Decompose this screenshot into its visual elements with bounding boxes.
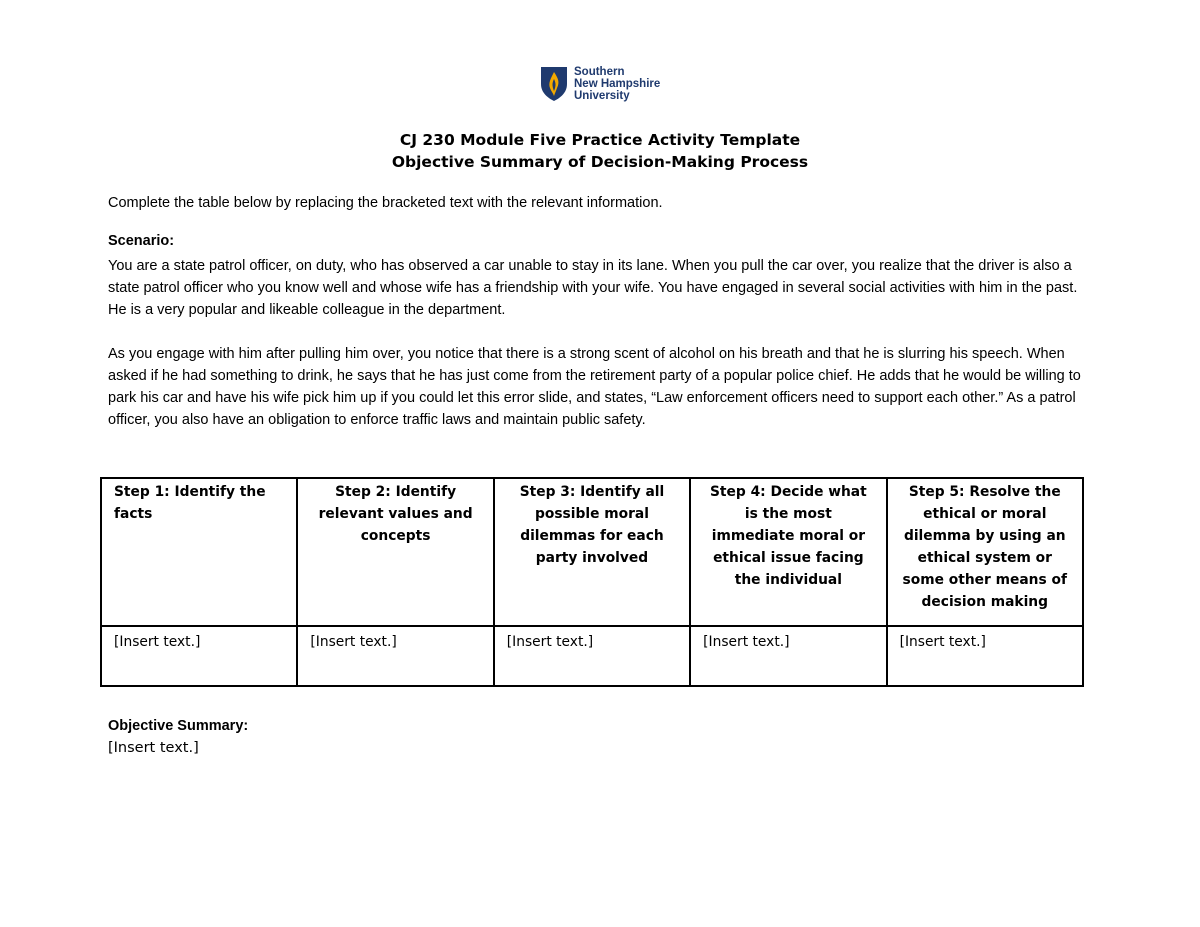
step-1-cell[interactable]: [Insert text.]	[101, 626, 297, 686]
logo-line-1: Southern	[574, 66, 625, 78]
logo-line-2: New Hampshire	[574, 78, 661, 90]
objective-summary-heading: Objective Summary:	[108, 718, 249, 734]
step-3-cell[interactable]: [Insert text.]	[494, 626, 690, 686]
scenario-paragraph-2: As you engage with him after pulling him over, you notice that there is a strong scent of alcohol on his breath and that he is slurring his speech. When asked if he had something to drink, he says that he has just come from the retirement party of a popular police chief. He adds that he would be willing to park his car and have his wife pick him up if you could let this error slide, and states, “Law enforcement officers need to support each other.” As a patrol officer, you also have an obligation to enforce traffic laws and maintain public safety.	[108, 346, 1081, 428]
scenario-heading: Scenario:	[108, 233, 175, 249]
title-line-1: CJ 230 Module Five Practice Activity Template	[399, 131, 801, 149]
step-2-header: Step 2: Identify relevant values and concepts	[297, 478, 493, 626]
scenario-paragraph-1: You are a state patrol officer, on duty, who has observed a car unable to stay in its lane. When you pull the car over, you realize that the driver is also a state patrol officer who you know well and whose wife has a friendship with your wife. You have engaged in several social activities with him in the past. He is a very popular and likeable colleague in the department.	[108, 258, 1078, 318]
table-header-row	[101, 478, 1083, 626]
title-line-2: Objective Summary of Decision-Making Process	[391, 153, 809, 171]
step-5-header: Step 5: Resolve the ethical or moral dilemma by using an ethical system or some other means of decision making	[887, 478, 1083, 626]
decision-steps-table	[100, 477, 1084, 687]
objective-summary-text[interactable]: [Insert text.]	[108, 740, 199, 756]
logo-line-3: University	[574, 90, 630, 102]
step-4-header: Step 4: Decide what is the most immediate moral or ethical issue facing the individual	[690, 478, 886, 626]
shield-flame-icon	[540, 66, 568, 102]
document-title	[0, 129, 1200, 173]
step-2-cell[interactable]: [Insert text.]	[297, 626, 493, 686]
step-4-cell[interactable]: [Insert text.]	[690, 626, 886, 686]
logo-wordmark	[574, 66, 660, 102]
step-5-cell[interactable]: [Insert text.]	[887, 626, 1083, 686]
step-3-header: Step 3: Identify all possible moral dilemmas for each party involved	[494, 478, 690, 626]
step-1-header: Step 1: Identify the facts	[101, 478, 297, 626]
instructions-text: Complete the table below by replacing the bracketed text with the relevant information.	[108, 195, 663, 211]
university-logo	[540, 66, 660, 102]
table-row	[101, 626, 1083, 686]
